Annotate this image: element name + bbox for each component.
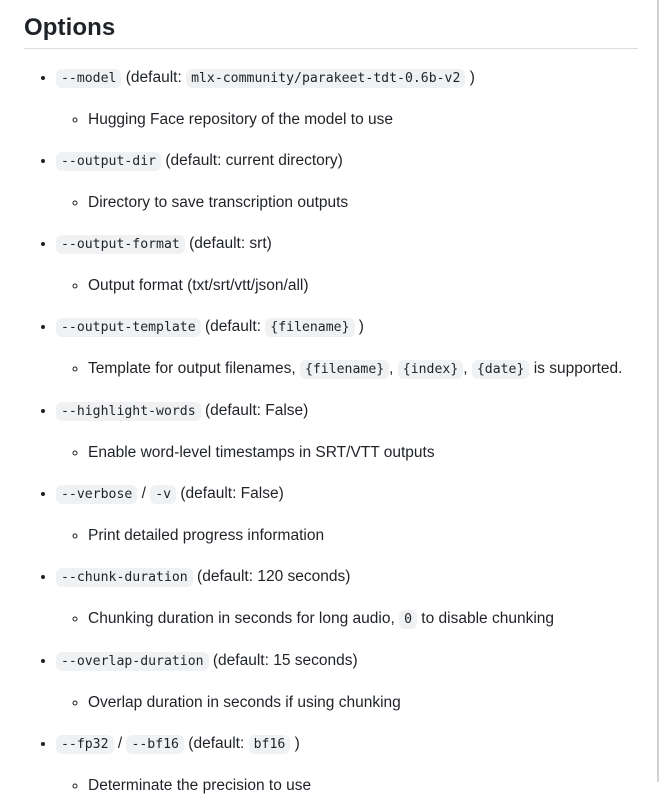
inline-code: --overlap-duration (56, 652, 209, 671)
inline-code: --verbose (56, 485, 137, 504)
option-description-line (88, 607, 656, 632)
option-description-line (88, 191, 656, 215)
options-list (24, 65, 656, 798)
option-description-line (88, 357, 656, 382)
option-description-list (56, 606, 656, 632)
option-description-line (88, 774, 656, 798)
text-run: (default: 15 seconds) (208, 652, 358, 669)
inline-code: --output-template (56, 318, 201, 337)
text-run: Chunking duration in seconds for long audio, (88, 610, 400, 627)
option-description-item (88, 773, 656, 798)
option-item (56, 481, 656, 548)
inline-code: {date} (472, 360, 530, 379)
text-run: (default: srt) (184, 235, 272, 252)
option-line (56, 399, 656, 424)
option-item (56, 648, 656, 715)
option-description-line (88, 691, 656, 715)
inline-code: -v (150, 485, 176, 504)
option-description-item (88, 190, 656, 215)
option-description-list (56, 440, 656, 465)
inline-code: {filename} (300, 360, 389, 379)
inline-code: {filename} (265, 318, 354, 337)
inline-code: mlx-community/parakeet-tdt-0.6b-v2 (186, 69, 465, 88)
option-description-list (56, 773, 656, 798)
option-line (56, 149, 656, 174)
option-description-line (88, 274, 656, 298)
section-heading: Options (24, 12, 638, 49)
text-run: ) (465, 69, 475, 86)
option-line (56, 649, 656, 674)
option-line (56, 732, 656, 757)
inline-code: bf16 (249, 735, 291, 754)
inline-code: --output-format (56, 235, 185, 254)
text-run: (default: (200, 318, 266, 335)
option-item (56, 65, 656, 132)
option-item (56, 731, 656, 798)
text-run: / (137, 485, 151, 502)
option-description-item (88, 523, 656, 548)
inline-code: --output-dir (56, 152, 161, 171)
text-run: (default: current directory) (161, 152, 343, 169)
text-run: Overlap duration in seconds if using chunking (88, 694, 401, 711)
option-line (56, 482, 656, 507)
inline-code: --chunk-duration (56, 568, 193, 587)
text-run: Enable word-level timestamps in SRT/VTT outputs (88, 444, 435, 461)
option-description-list (56, 523, 656, 548)
text-run: Output format (txt/srt/vtt/json/all) (88, 277, 309, 294)
text-run: Template for output filenames, (88, 360, 300, 377)
option-description-item (88, 273, 656, 298)
text-run: Directory to save transcription outputs (88, 194, 349, 211)
inline-code: --fp32 (56, 735, 114, 754)
option-item (56, 564, 656, 632)
option-description-list (56, 107, 656, 132)
option-description-list (56, 356, 656, 382)
text-run: (default: (183, 735, 249, 752)
option-description-list (56, 690, 656, 715)
text-run: , (463, 360, 472, 377)
text-run: Hugging Face repository of the model to use (88, 111, 394, 128)
option-item (56, 314, 656, 382)
inline-code: --highlight-words (56, 402, 201, 421)
text-run: is supported. (529, 360, 623, 377)
option-item (56, 148, 656, 215)
option-line (56, 565, 656, 590)
option-description-item (88, 356, 656, 382)
option-description-line (88, 108, 656, 132)
option-line (56, 66, 656, 91)
text-run: Print detailed progress information (88, 527, 325, 544)
option-description-item (88, 440, 656, 465)
option-description-list (56, 273, 656, 298)
text-run: (default: (121, 69, 187, 86)
text-run: (default: False) (176, 485, 284, 502)
inline-code: 0 (399, 610, 417, 629)
text-run: to disable chunking (417, 610, 555, 627)
option-line (56, 315, 656, 340)
inline-code: --bf16 (126, 735, 184, 754)
text-run: ) (354, 318, 364, 335)
text-run: (default: False) (200, 402, 309, 419)
option-item (56, 398, 656, 465)
right-edge-divider (657, 0, 659, 782)
inline-code: {index} (398, 360, 463, 379)
option-description-line (88, 441, 656, 465)
text-run: (default: 120 seconds) (192, 568, 351, 585)
option-item (56, 231, 656, 298)
option-description-item (88, 606, 656, 632)
option-description-list (56, 190, 656, 215)
option-description-item (88, 690, 656, 715)
option-description-line (88, 524, 656, 548)
inline-code: --model (56, 69, 121, 88)
option-line (56, 232, 656, 257)
text-run: , (389, 360, 398, 377)
option-description-item (88, 107, 656, 132)
text-run: / (113, 735, 127, 752)
text-run: ) (290, 735, 300, 752)
text-run: Determinate the precision to use (88, 777, 312, 794)
